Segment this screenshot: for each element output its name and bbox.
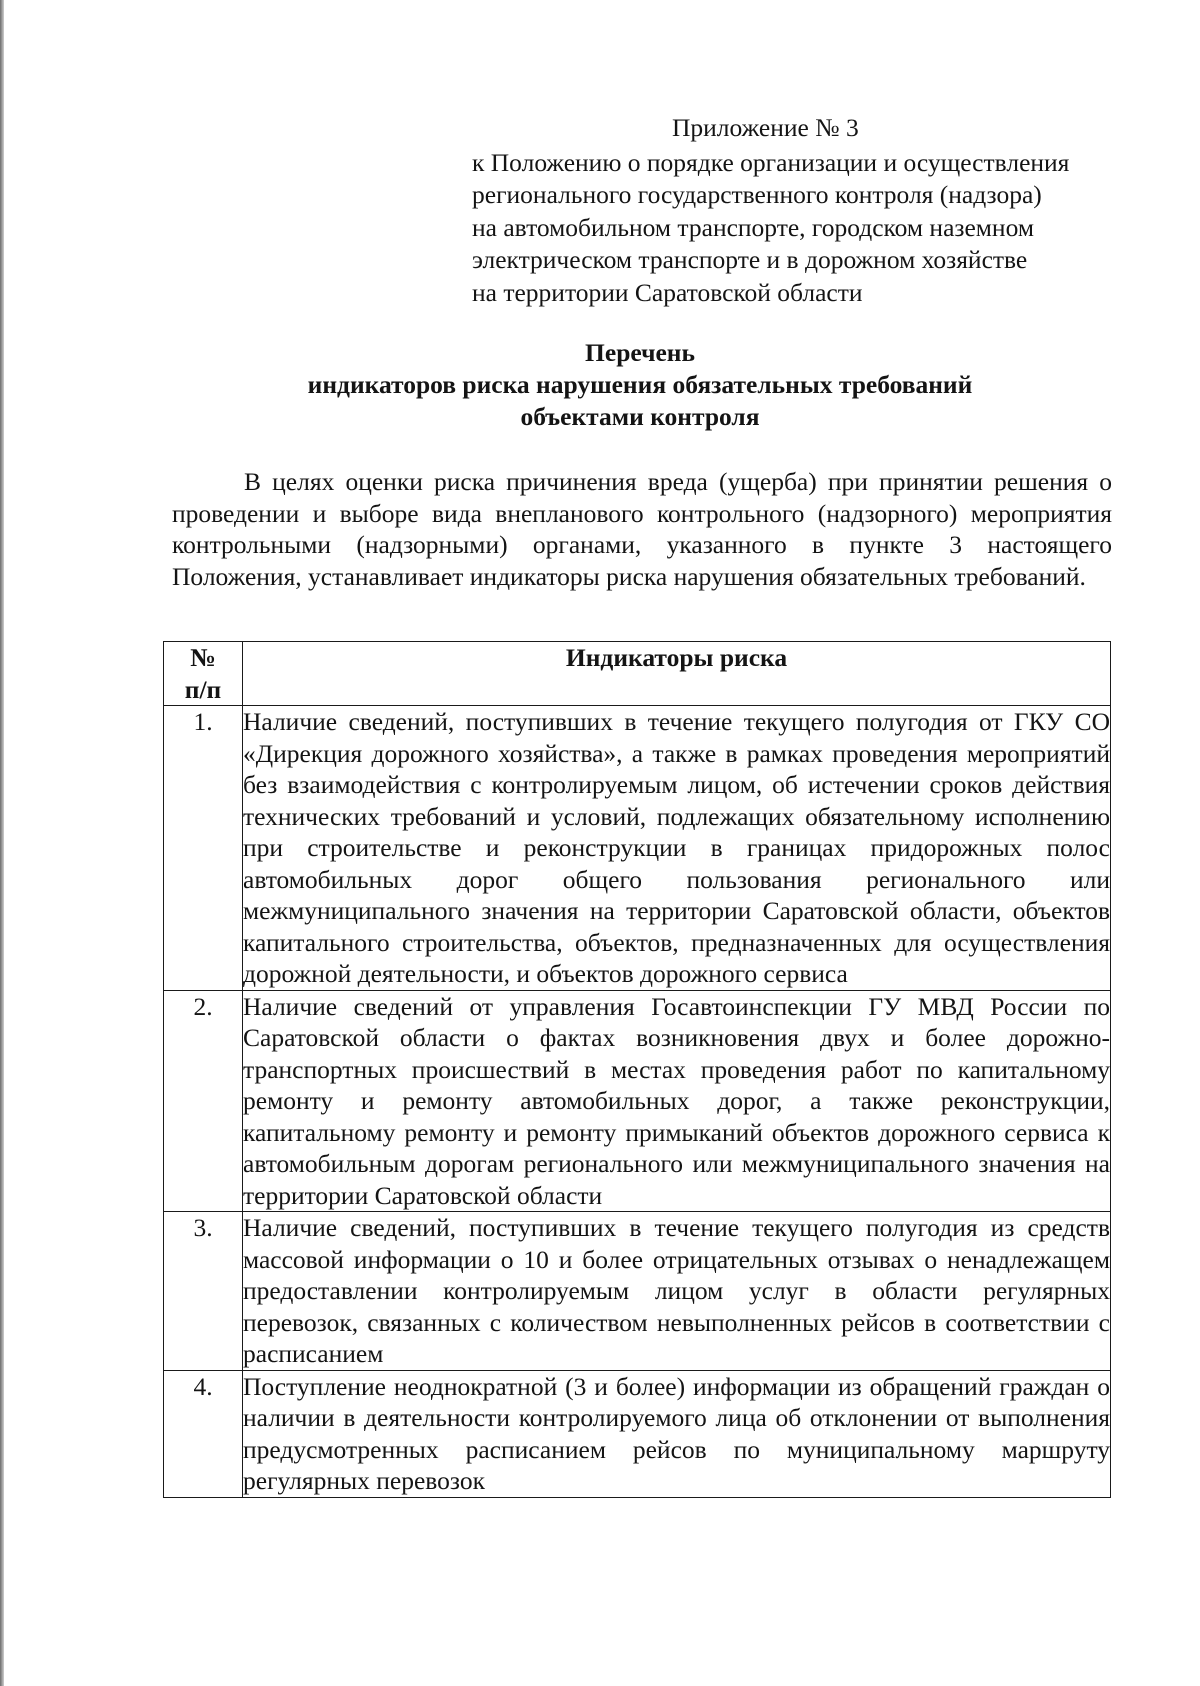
scan-edge — [0, 0, 4, 1686]
appendix-line: на автомобильном транспорте, городском наземном — [472, 212, 1034, 242]
column-header-indicators: Индикаторы риска — [243, 642, 1111, 706]
row-number: 2. — [164, 990, 243, 1212]
document-title-line: индикаторов риска нарушения обязательных требований — [307, 370, 973, 399]
header-number-sign: № — [190, 643, 216, 672]
document-title-line: Перечень — [585, 338, 695, 367]
table-row — [164, 1212, 1111, 1371]
row-number: 1. — [164, 706, 243, 991]
table-row — [164, 990, 1111, 1212]
row-indicator-text: Наличие сведений от управления Госавтоинспекции ГУ МВД России по Саратовской области о фактах возникновения двух и более дорожно-транспортных происшествий в местах проведения работ по капитальному ремонту и ремонту автомобильных дорог, а также реконструкции, капитальному ремонту и ремонту примыканий объектов дорожного сервиса к автомобильным дорогам регионального или межмуниципального значения на территории Саратовской области — [243, 991, 1110, 1210]
table-header-row — [164, 642, 1111, 706]
row-indicator-text: Наличие сведений, поступивших в течение текущего полугодия из средств массовой информации о 10 и более отрицательных отзывах о ненадлежащем предоставлении контролируемым лицом услуг в области регулярных перевозок, связанных с количеством невыполненных рейсов в соответствии с расписанием — [243, 1213, 1110, 1368]
appendix-header — [472, 112, 1152, 309]
risk-indicators-table — [163, 641, 1111, 1498]
row-indicator-text: Поступление неоднократной (3 и более) информации из обращений граждан о наличии в деятельности контролируемого лица об отклонении от выполнения предусмотренных расписанием рейсов по муниципальному маршруту регулярных перевозок — [243, 1371, 1110, 1495]
intro-paragraph: В целях оценки риска причинения вреда (ущерба) при принятии решения о проведении и выборе вида внепланового контрольного (надзорного) мероприятия контрольными (надзорными) органами, указанного в пункте 3 настоящего Положения, устанавливает индикаторы риска нарушения обязательных требований. — [172, 467, 1112, 591]
column-header-number — [164, 642, 243, 706]
appendix-line: на территории Саратовской области — [472, 277, 863, 307]
row-number: 3. — [164, 1212, 243, 1371]
appendix-title: Приложение № 3 — [672, 113, 859, 142]
row-number: 4. — [164, 1370, 243, 1497]
appendix-line: регионального государственного контроля (надзора) — [472, 180, 1042, 209]
appendix-line: электрическом транспорте и в дорожном хозяйстве — [472, 245, 1028, 274]
document-title — [160, 337, 1120, 433]
header-number-abbr: п/п — [184, 674, 222, 704]
appendix-line: к Положению о порядке организации и осуществления — [472, 147, 1070, 177]
row-indicator-text: Наличие сведений, поступивших в течение текущего полугодия от ГКУ СО «Дирекция дорожного хозяйства», а также в рамках проведения мероприятий без взаимодействия с контролируемым лицом, об истечении сроков действия технических требований и условий, подлежащих обязательному исполнению при строительстве и реконструкции в границах придорожных полос автомобильных дорог общего пользования регионального или межмуниципального значения на территории Саратовской области, объектов капитального строительства, объектов, предназначенных для осуществления дорожной деятельности, и объектов дорожного сервиса — [243, 707, 1110, 988]
table-row — [164, 1370, 1111, 1497]
document-title-line: объектами контроля — [520, 402, 760, 431]
table-row — [164, 706, 1111, 991]
